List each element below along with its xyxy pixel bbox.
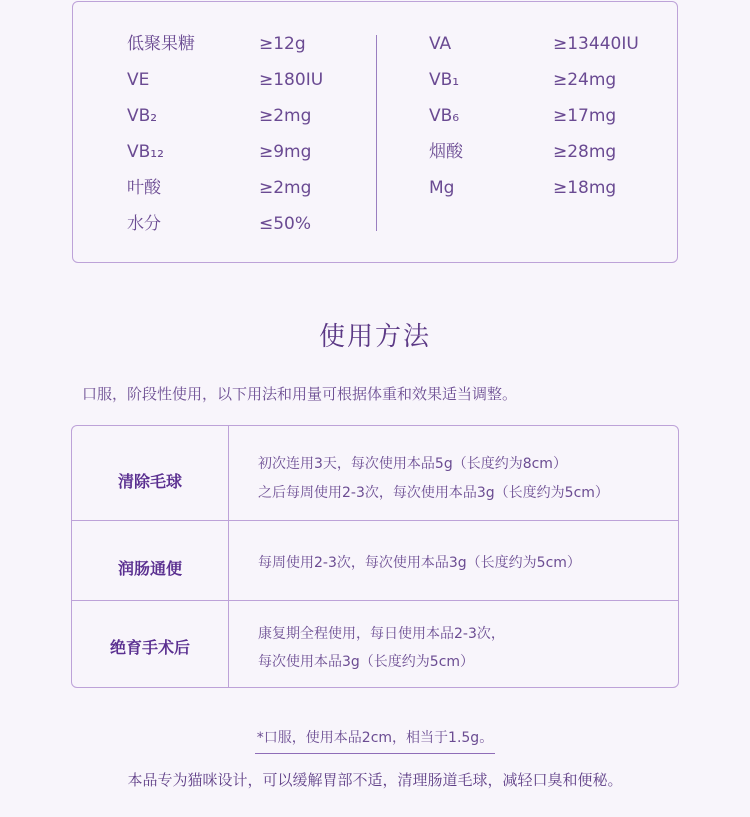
nutrient-value: ≥28mg <box>553 142 617 162</box>
nutrient-name: VB₂ <box>127 106 158 126</box>
nutrient-row <box>429 67 669 93</box>
nutrient-value: ≥24mg <box>553 70 617 90</box>
nutrient-row <box>429 175 669 201</box>
nutrition-box <box>72 1 678 263</box>
nutrient-value: ≥180IU <box>259 70 324 90</box>
nutrient-name: Mg <box>429 178 455 198</box>
nutrient-value: ≥9mg <box>259 142 312 162</box>
nutrient-value: ≥2mg <box>259 106 312 126</box>
footnote-text: *口服，使用本品2cm，相当于1.5g。 <box>255 727 495 754</box>
nutrient-row <box>429 139 669 165</box>
nutrient-value: ≥12g <box>259 34 306 54</box>
usage-label-hairball: 清除毛球 <box>117 472 182 491</box>
nutrient-name: 烟酸 <box>429 142 463 162</box>
usage-desc-line: 每次使用本品3g（长度约为5cm） <box>258 654 475 670</box>
nutrient-name: 水分 <box>127 214 161 234</box>
usage-label-post-surgery: 绝育手术后 <box>109 638 190 657</box>
nutrient-value: ≥17mg <box>553 106 617 126</box>
usage-desc-line: 康复期全程使用，每日使用本品2-3次， <box>258 626 505 642</box>
nutrient-value: ≤50% <box>259 214 312 234</box>
nutrient-row <box>127 175 377 201</box>
nutrient-value: ≥13440IU <box>553 34 639 54</box>
nutrient-value: ≥18mg <box>553 178 617 198</box>
nutrient-row <box>127 31 377 57</box>
nutrient-name: VE <box>127 70 150 90</box>
table-column-divider <box>228 426 229 687</box>
nutrient-name: VB₁₂ <box>127 142 164 162</box>
column-divider <box>376 35 377 231</box>
nutrient-row <box>429 31 669 57</box>
usage-desc-line: 之后每周使用2-3次，每次使用本品3g（长度约为5cm） <box>258 485 609 501</box>
nutrient-name: VA <box>429 34 452 54</box>
nutrient-name: VB₆ <box>429 106 460 126</box>
table-row-divider <box>72 600 678 601</box>
nutrient-name: 低聚果糖 <box>127 34 195 54</box>
nutrient-row <box>127 211 377 237</box>
usage-desc-line: 初次连用3天，每次使用本品5g（长度约为8cm） <box>258 456 567 472</box>
usage-table <box>71 425 679 688</box>
product-description: 本品专为猫咪设计，可以缓解胃部不适，清理肠道毛球，减轻口臭和便秘。 <box>127 771 623 789</box>
nutrient-row <box>429 103 669 129</box>
nutrient-name: 叶酸 <box>127 178 161 198</box>
table-row-divider <box>72 520 678 521</box>
nutrient-row <box>127 103 377 129</box>
usage-desc-line: 每周使用2-3次，每次使用本品3g（长度约为5cm） <box>258 555 581 571</box>
nutrient-row <box>127 139 377 165</box>
usage-intro-text: 口服，阶段性使用，以下用法和用量可根据体重和效果适当调整。 <box>82 385 518 403</box>
nutrient-name: VB₁ <box>429 70 460 90</box>
usage-label-digestion: 润肠通便 <box>117 559 182 578</box>
usage-section-title: 使用方法 <box>318 322 431 352</box>
nutrient-row <box>127 67 377 93</box>
footnote <box>0 727 750 754</box>
nutrient-value: ≥2mg <box>259 178 312 198</box>
